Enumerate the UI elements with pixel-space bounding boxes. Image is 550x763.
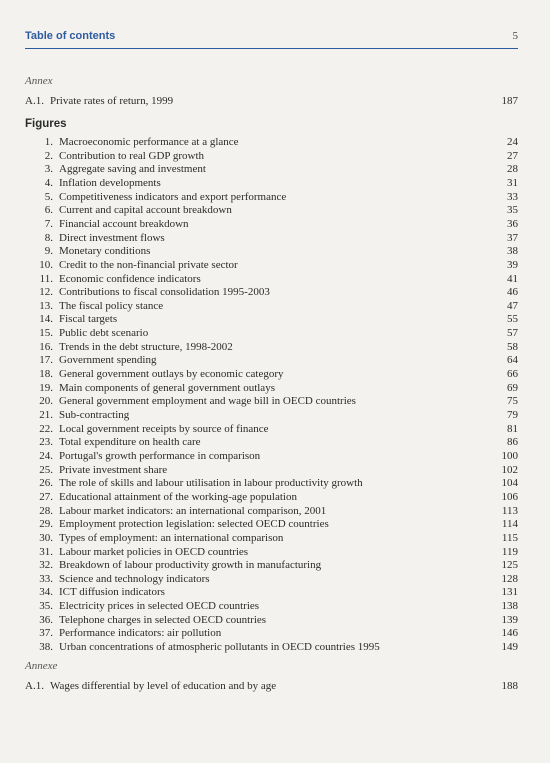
figure-entry[interactable]	[25, 299, 518, 313]
figure-entry[interactable]	[25, 422, 518, 436]
entry-number: 29.	[39, 518, 53, 531]
entry-title: Competitiveness indicators and export performance	[59, 190, 287, 203]
entry-page: 28	[507, 163, 518, 176]
entry-title: Aggregate saving and investment	[59, 163, 206, 176]
entry-number: 35.	[39, 600, 53, 613]
entry-page: 146	[501, 627, 518, 640]
entry-number: 16.	[39, 340, 53, 353]
entry-page: 139	[501, 613, 518, 626]
entry-page: 138	[501, 600, 518, 613]
entry-number: A.1.	[25, 680, 44, 692]
entry-title: Types of employment: an international comparison	[59, 531, 284, 544]
entry-number: 1.	[44, 136, 53, 148]
entry-title: ICT diffusion indicators	[59, 586, 165, 599]
entry-title: Credit to the non-financial private sector	[59, 258, 238, 271]
entry-page: 64	[507, 354, 518, 367]
figure-entry[interactable]	[25, 572, 518, 586]
entry-title: Breakdown of labour productivity growth in manufacturing	[59, 559, 322, 572]
entry-number: 18.	[39, 368, 53, 381]
entry-page: 69	[507, 381, 518, 394]
entry-title: General government outlays by economic category	[59, 368, 284, 381]
entry-title: Direct investment flows	[59, 231, 165, 244]
figure-entry[interactable]	[25, 545, 518, 559]
entry-title: Main components of general government outlays	[59, 381, 275, 394]
entry-number: 33.	[39, 572, 53, 585]
entry-number: 14.	[39, 313, 53, 326]
entry-title: Wages differential by level of education and by age	[50, 680, 277, 692]
figure-entry[interactable]	[25, 353, 518, 367]
entry-title: The fiscal policy stance	[59, 299, 164, 312]
entry-title: Science and technology indicators	[59, 572, 210, 585]
entry-title: Employment protection legislation: selected OECD countries	[59, 518, 329, 531]
page-number: 5	[512, 30, 518, 42]
figure-entry[interactable]	[25, 162, 518, 176]
figure-entry[interactable]	[25, 517, 518, 531]
entry-title: Contribution to real GDP growth	[59, 149, 205, 162]
entry-title: Trends in the debt structure, 1998-2002	[59, 340, 233, 353]
figure-entry[interactable]	[25, 217, 518, 231]
entry-title: Government spending	[59, 354, 157, 367]
figure-entry[interactable]	[25, 394, 518, 408]
entry-number: 9.	[44, 245, 53, 258]
entry-title: Local government receipts by source of finance	[59, 422, 269, 435]
entry-number: 19.	[39, 381, 53, 394]
entry-number: 6.	[44, 204, 53, 217]
entry-title: Educational attainment of the working-age population	[59, 490, 297, 503]
figure-entry[interactable]	[25, 203, 518, 217]
entry-title: Macroeconomic performance at a glance	[59, 136, 239, 148]
figure-entry[interactable]	[25, 367, 518, 381]
entry-number: 24.	[39, 449, 53, 462]
figure-entry[interactable]	[25, 272, 518, 286]
entry-number: 28.	[39, 504, 53, 517]
figure-entry[interactable]	[25, 531, 518, 545]
entry-number: 15.	[39, 327, 53, 340]
entry-title: Economic confidence indicators	[59, 272, 201, 285]
entry-title: Urban concentrations of atmospheric pollutants in OECD countries 1995	[59, 641, 380, 654]
entry-page: 104	[501, 477, 518, 490]
figure-entry[interactable]	[25, 435, 518, 449]
figure-entry[interactable]	[25, 340, 518, 354]
figure-entry[interactable]	[25, 599, 518, 613]
entry-number: 27.	[39, 490, 53, 503]
figure-entry[interactable]	[25, 231, 518, 245]
entry-page: 119	[501, 545, 518, 558]
figure-entry[interactable]	[25, 558, 518, 572]
figure-entry[interactable]	[25, 640, 518, 654]
figure-entry[interactable]	[25, 408, 518, 422]
entry-number: 20.	[39, 395, 53, 408]
entry-number: 11.	[39, 272, 53, 285]
entry-page: 188	[501, 680, 518, 692]
entry-page: 37	[507, 231, 518, 244]
entry-number: 13.	[39, 299, 53, 312]
figure-entry[interactable]	[25, 176, 518, 190]
figure-entry[interactable]	[25, 244, 518, 258]
entry-title: General government employment and wage bill in OECD countries	[59, 395, 356, 408]
entry-title: Private rates of return, 1999	[50, 95, 174, 107]
entry-title: Financial account breakdown	[59, 217, 189, 230]
entry-number: 3.	[44, 163, 53, 176]
entry-title: Telephone charges in selected OECD countries	[59, 613, 267, 626]
entry-title: Fiscal targets	[59, 313, 118, 326]
entry-title: Labour market indicators: an international comparison, 2001	[59, 504, 327, 517]
figure-entry[interactable]	[25, 463, 518, 477]
annex-label: Annex	[25, 75, 53, 87]
entry-page: 86	[507, 436, 518, 449]
entry-title: Sub-contracting	[59, 409, 130, 421]
entry-number: 17.	[39, 354, 53, 367]
page-title: Table of contents	[25, 30, 116, 42]
entry-number: 23.	[39, 436, 53, 449]
entry-title: Portugal's growth performance in comparison	[59, 449, 261, 462]
entry-title: Contributions to fiscal consolidation 1995-2003	[59, 286, 270, 299]
entry-page: 81	[507, 422, 518, 435]
figures-heading: Figures	[25, 118, 67, 130]
figure-entry[interactable]	[25, 585, 518, 599]
running-header	[25, 30, 518, 48]
entry-number: A.1.	[25, 95, 44, 107]
entry-title: Monetary conditions	[59, 245, 151, 258]
entry-number: 26.	[39, 477, 53, 490]
figure-entry[interactable]	[25, 285, 518, 299]
entry-page: 106	[501, 490, 518, 503]
entry-page: 35	[507, 204, 518, 217]
entry-title: Total expenditure on health care	[59, 436, 201, 449]
figure-entry[interactable]	[25, 326, 518, 340]
entry-number: 4.	[44, 176, 53, 189]
entry-page: 149	[501, 641, 518, 654]
entry-page: 79	[507, 409, 518, 421]
entry-page: 100	[501, 449, 518, 462]
figure-entry[interactable]	[25, 490, 518, 504]
figure-entry[interactable]	[25, 613, 518, 627]
entry-page: 57	[507, 327, 518, 340]
figure-entry[interactable]	[25, 258, 518, 272]
entry-title: Performance indicators: air pollution	[59, 627, 222, 640]
entry-number: 8.	[44, 231, 53, 244]
figure-entry[interactable]	[25, 135, 518, 149]
entry-number: 21.	[39, 409, 53, 421]
entry-title: Labour market policies in OECD countries	[59, 545, 249, 558]
entry-number: 22.	[39, 422, 53, 435]
entry-page: 58	[507, 340, 518, 353]
entry-number: 2.	[44, 149, 53, 162]
entry-number: 34.	[39, 586, 53, 599]
figure-entry[interactable]	[25, 449, 518, 463]
entry-page: 115	[501, 531, 518, 544]
entry-title: Electricity prices in selected OECD countries	[59, 600, 260, 613]
entry-page: 131	[501, 586, 518, 599]
entry-number: 10.	[39, 258, 53, 271]
entry-page: 41	[507, 272, 518, 285]
entry-title: Current and capital account breakdown	[59, 204, 232, 217]
entry-page: 47	[507, 299, 518, 312]
entry-page: 27	[507, 149, 518, 162]
figure-entry[interactable]	[25, 149, 518, 163]
entry-number: 12.	[39, 286, 53, 299]
figure-entry[interactable]	[25, 476, 518, 490]
entry-number: 36.	[39, 613, 53, 626]
entry-page: 66	[507, 368, 518, 381]
entry-number: 32.	[39, 559, 53, 572]
figure-entry[interactable]	[25, 504, 518, 518]
entry-number: 5.	[44, 190, 53, 203]
entry-page: 36	[507, 217, 518, 230]
figure-entry[interactable]	[25, 381, 518, 395]
entry-page: 55	[507, 313, 518, 326]
entry-page: 46	[507, 286, 518, 299]
entry-title: Public debt scenario	[59, 327, 149, 340]
entry-page: 125	[501, 559, 518, 572]
header-rule	[25, 48, 518, 49]
entry-page: 114	[501, 518, 518, 531]
entry-title: The role of skills and labour utilisation in labour productivity growth	[59, 477, 363, 490]
entry-number: 37.	[39, 627, 53, 640]
entry-page: 39	[507, 258, 518, 271]
entry-number: 38.	[39, 641, 53, 654]
figure-entry[interactable]	[25, 312, 518, 326]
entry-title: Private investment share	[59, 463, 168, 476]
annex-entry[interactable]	[25, 94, 518, 108]
figure-entry[interactable]	[25, 626, 518, 640]
entry-number: 25.	[39, 463, 53, 476]
entry-page: 75	[507, 395, 518, 408]
annexe-label: Annexe	[25, 660, 58, 672]
entry-number: 31.	[39, 545, 53, 558]
entry-page: 187	[501, 95, 518, 107]
entry-page: 113	[501, 504, 518, 517]
annexe-entry[interactable]	[25, 679, 518, 693]
entry-page: 38	[507, 245, 518, 258]
entry-number: 7.	[44, 217, 53, 230]
entry-number: 30.	[39, 531, 53, 544]
entry-page: 31	[507, 176, 518, 189]
entry-title: Inflation developments	[59, 176, 161, 189]
entry-page: 102	[501, 463, 518, 476]
entry-page: 24	[507, 136, 518, 148]
figure-entry[interactable]	[25, 190, 518, 204]
entry-page: 33	[507, 190, 518, 203]
entry-page: 128	[501, 572, 518, 585]
